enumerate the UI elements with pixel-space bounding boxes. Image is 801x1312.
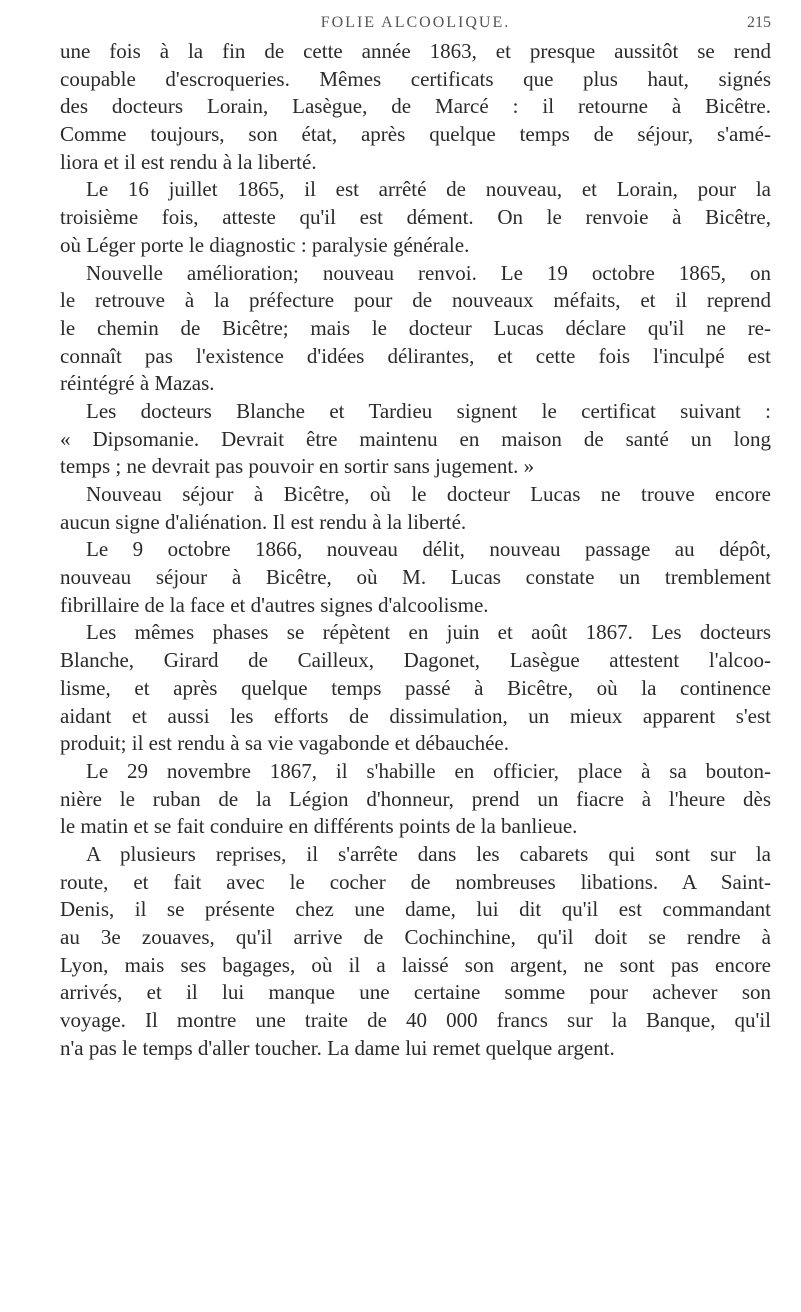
text-line: nouveau séjour à Bicêtre, où M. Lucas constate un tremblement — [60, 565, 771, 590]
text-line: arrivés, et il lui manque une certaine somme pour achever son — [60, 980, 771, 1005]
text-line: Denis, il se présente chez une dame, lui dit qu'il est commandant — [60, 897, 771, 922]
text-line: au 3e zouaves, qu'il arrive de Cochinchine, qu'il doit se rendre à — [60, 925, 771, 949]
text-line: Le 16 juillet 1865, il est arrêté de nouveau, et Lorain, pour la — [86, 177, 771, 202]
body-text — [60, 38, 771, 1062]
text-line: Comme toujours, son état, après quelque temps de séjour, s'amé- — [60, 122, 771, 147]
text-line: réintégré à Mazas. — [60, 371, 215, 396]
text-line: connaît pas l'existence d'idées délirantes, et cette fois l'inculpé est — [60, 343, 771, 368]
text-line: Nouveau séjour à Bicêtre, où le docteur Lucas ne trouve encore — [86, 482, 771, 506]
text-line: des docteurs Lorain, Lasègue, de Marcé : il retourne à Bicêtre. — [60, 94, 771, 119]
text-line: Les docteurs Blanche et Tardieu signent le certificat suivant : — [86, 398, 771, 423]
text-line: Lyon, mais ses bagages, où il a laissé son argent, ne sont pas encore — [60, 952, 771, 977]
running-title: FOLIE ALCOOLIQUE. — [320, 14, 511, 31]
text-line: aidant et aussi les efforts de dissimulation, un mieux apparent s'est — [60, 703, 771, 728]
running-head — [60, 8, 771, 36]
text-line: troisième fois, atteste qu'il est dément. On le renvoie à Bicêtre, — [60, 205, 771, 230]
text-line: n'a pas le temps d'aller toucher. La dame lui remet quelque argent. — [60, 1035, 615, 1060]
text-line: Les mêmes phases se répètent en juin et août 1867. Les docteurs — [86, 620, 771, 645]
text-line: Le 9 octobre 1866, nouveau délit, nouveau passage au dépôt, — [86, 537, 771, 562]
text-line: une fois à la fin de cette année 1863, et presque aussitôt se rend — [60, 39, 771, 63]
text-line: voyage. Il montre une traite de 40 000 francs sur la Banque, qu'il — [60, 1008, 771, 1033]
page-number: 215 — [747, 14, 771, 31]
text-line: le matin et se fait conduire en différents points de la banlieue. — [60, 814, 578, 839]
text-line: Blanche, Girard de Cailleux, Dagonet, Lasègue attestent l'alcoo- — [60, 648, 771, 673]
text-line: lisme, et après quelque temps passé à Bicêtre, où la continence — [60, 675, 771, 700]
text-line: fibrillaire de la face et d'autres signes d'alcoolisme. — [60, 592, 489, 617]
text-line: liora et il est rendu à la liberté. — [60, 149, 317, 174]
text-line: le chemin de Bicêtre; mais le docteur Lucas déclare qu'il ne re- — [60, 315, 771, 340]
text-line: produit; il est rendu à sa vie vagabonde et débauchée. — [60, 731, 509, 756]
text-line: « Dipsomanie. Devrait être maintenu en maison de santé un long — [60, 426, 771, 451]
text-line: où Léger porte le diagnostic : paralysie générale. — [60, 232, 470, 257]
text-line: Le 29 novembre 1867, il s'habille en officier, place à sa bouton- — [86, 758, 771, 783]
text-line: temps ; ne devrait pas pouvoir en sortir sans jugement. » — [60, 454, 535, 479]
text-line: nière le ruban de la Légion d'honneur, prend un fiacre à l'heure dès — [60, 786, 771, 811]
text-line: route, et fait avec le cocher de nombreuses libations. A Saint- — [60, 869, 771, 894]
text-line: aucun signe d'aliénation. Il est rendu à la liberté. — [60, 509, 467, 534]
text-line: coupable d'escroqueries. Mêmes certificats que plus haut, signés — [60, 66, 771, 91]
text-line: Nouvelle amélioration; nouveau renvoi. Le 19 octobre 1865, on — [86, 260, 771, 285]
text-line: le retrouve à la préfecture pour de nouveaux méfaits, et il reprend — [60, 288, 771, 313]
text-line: A plusieurs reprises, il s'arrête dans les cabarets qui sont sur la — [86, 841, 771, 866]
